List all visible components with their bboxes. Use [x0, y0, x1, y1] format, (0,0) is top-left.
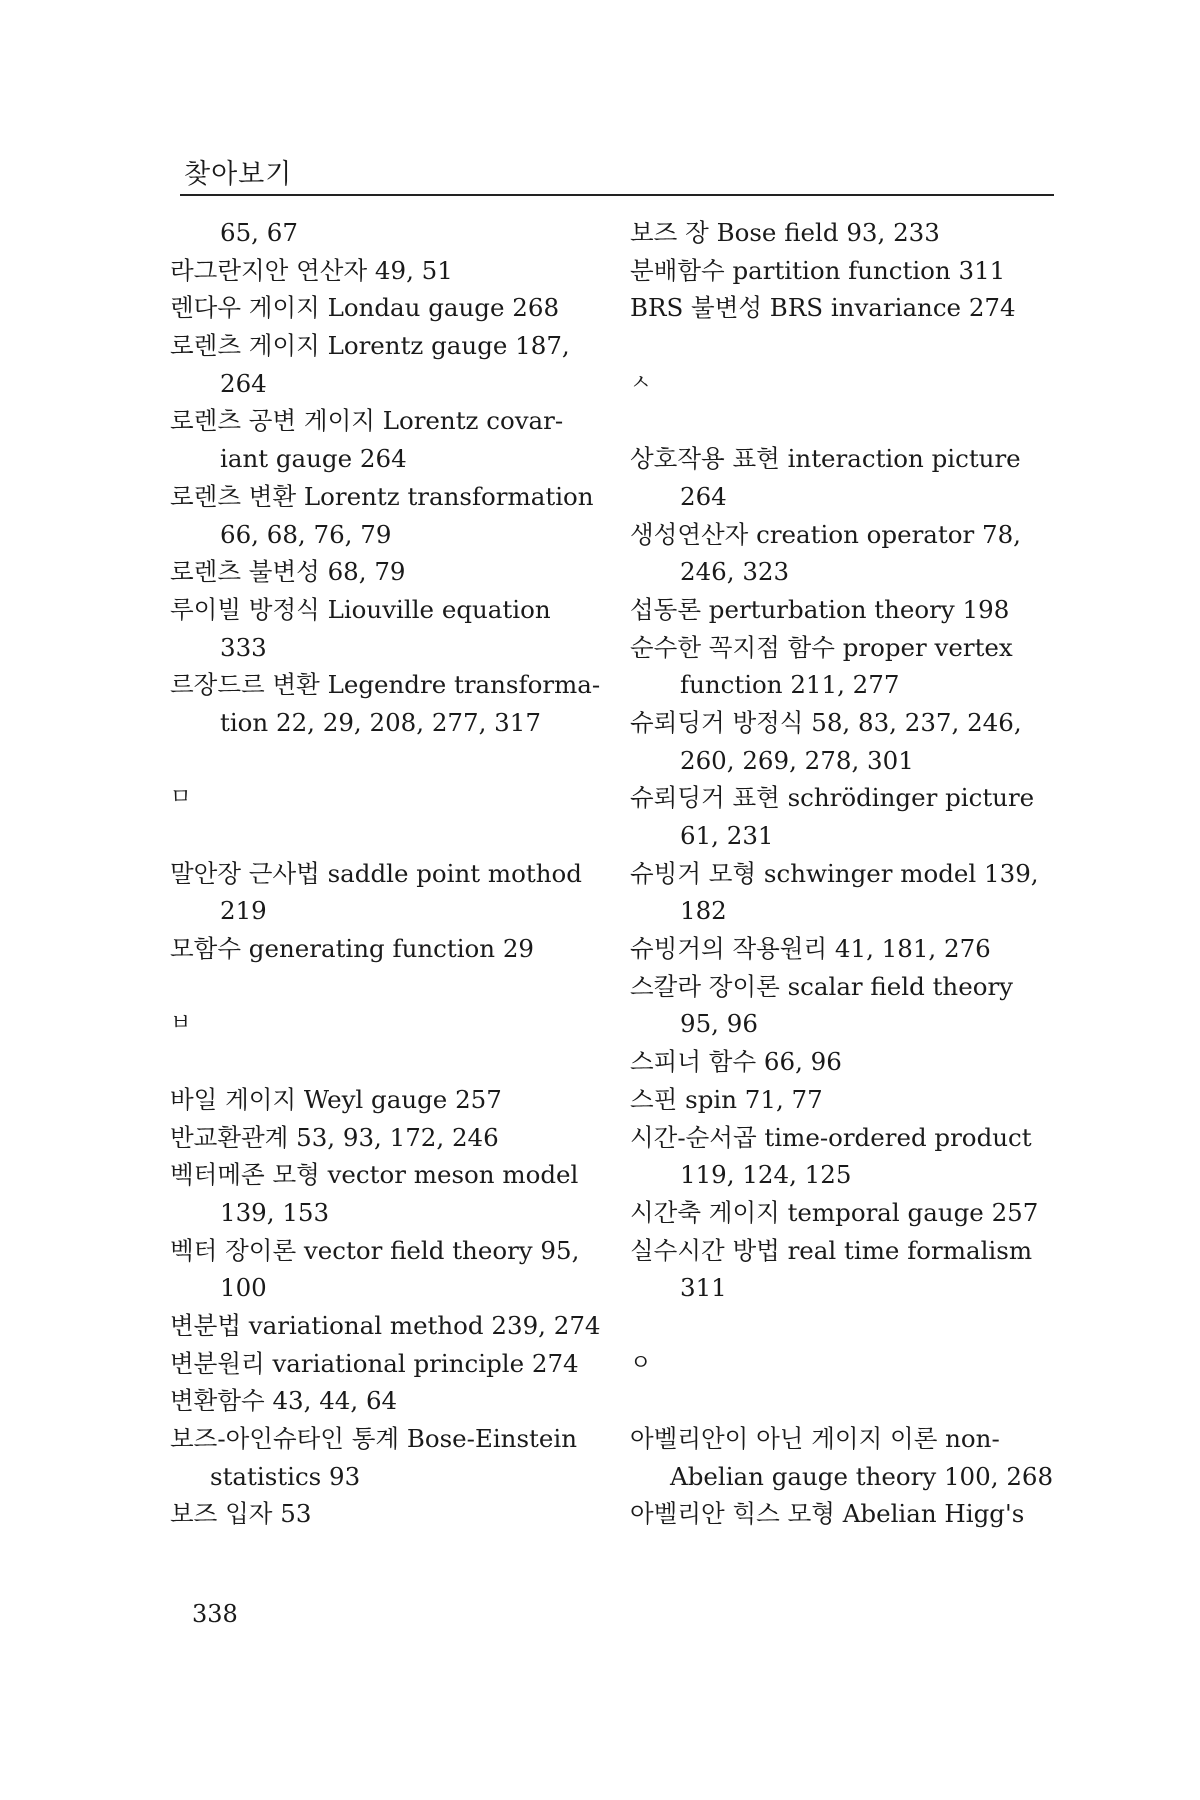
index-entry: 루이빌 방정식 Liouville equation	[170, 594, 551, 624]
index-entry-continuation: 333	[220, 632, 267, 662]
blank-line	[630, 1382, 1060, 1420]
index-entry-continuation: statistics 93	[210, 1461, 361, 1491]
section-letter: ㅇ	[630, 1350, 652, 1376]
index-entry-continuation: 65, 67	[220, 218, 298, 247]
index-entry: 보즈-아인슈타인 통계 Bose-Einstein	[170, 1424, 577, 1453]
index-entry: 섭동론 perturbation theory 198	[630, 594, 1010, 624]
index-entry-continuation: function 211, 277	[680, 670, 900, 700]
index-entry: 로렌츠 게이지 Lorentz gauge 187,	[170, 331, 570, 361]
blank-line	[630, 1307, 1060, 1345]
index-entry: 스핀 spin 71, 77	[630, 1084, 823, 1114]
index-entry: 순수한 꼭지점 함수 proper vertex	[630, 632, 1013, 662]
blank-line	[170, 1043, 605, 1081]
blank-line	[630, 402, 1060, 440]
index-entry-continuation: 260, 269, 278, 301	[680, 745, 914, 775]
index-entry: 보즈 입자 53	[170, 1499, 312, 1529]
page-number: 338	[192, 1600, 238, 1628]
index-entry-continuation: Abelian gauge theory 100, 268	[670, 1461, 1054, 1491]
index-entry: 스피너 함수 66, 96	[630, 1047, 842, 1077]
index-entry-continuation: iant gauge 264	[220, 444, 407, 474]
index-entry: 모함수 generating function 29	[170, 934, 535, 964]
index-entry: 실수시간 방법 real time formalism	[630, 1235, 1033, 1265]
index-entry-continuation: 100	[220, 1273, 267, 1303]
index-entry: 보즈 장 Bose field 93, 233	[630, 218, 940, 247]
index-entry: 바일 게이지 Weyl gauge 257	[170, 1084, 502, 1114]
index-entry-continuation: 246, 323	[680, 557, 790, 587]
index-entry-continuation: 119, 124, 125	[680, 1160, 852, 1190]
index-entry-continuation: 61, 231	[680, 821, 774, 850]
index-entry: 반교환관계 53, 93, 172, 246	[170, 1122, 499, 1152]
running-header: 찾아보기	[184, 159, 293, 190]
index-entry: 로렌츠 공변 게이지 Lorentz covar-	[170, 406, 564, 436]
index-entry: 상호작용 표현 interaction picture	[630, 444, 1021, 474]
index-entry: 말안장 근사법 saddle point mothod	[170, 858, 582, 888]
index-entry: 생성연산자 creation operator 78,	[630, 519, 1021, 549]
index-entry: 벡터 장이론 vector field theory 95,	[170, 1235, 580, 1265]
index-column-right	[630, 214, 1060, 1533]
index-entry: BRS 불변성 BRS invariance 274	[630, 293, 1016, 323]
index-entry: 벡터메존 모형 vector meson model	[170, 1160, 579, 1190]
section-letter: ㅁ	[170, 785, 192, 811]
section-letter: ㅂ	[170, 1011, 192, 1037]
index-entry: 라그란지안 연산자 49, 51	[170, 255, 453, 285]
index-entry: 시간-순서곱 time-ordered product	[630, 1122, 1032, 1152]
index-entry: 슈빙거 모형 schwinger model 139,	[630, 858, 1039, 888]
index-entry: 분배함수 partition function 311	[630, 255, 1006, 285]
blank-line	[170, 968, 605, 1006]
blank-line	[170, 817, 605, 855]
index-entry: 아벨리안이 아닌 게이지 이론 non-	[630, 1424, 1000, 1453]
index-entry: 변분원리 variational principle 274	[170, 1348, 579, 1378]
index-entry: 슈빙거의 작용원리 41, 181, 276	[630, 934, 991, 964]
index-entry-continuation: 264	[680, 481, 727, 511]
index-entry: 슈뢰딩거 방정식 58, 83, 237, 246,	[630, 707, 1022, 737]
index-column-left	[170, 214, 605, 1533]
index-entry: 르장드르 변환 Legendre transforma-	[170, 670, 601, 700]
index-entry-continuation: 95, 96	[680, 1009, 758, 1039]
blank-line	[170, 742, 605, 780]
index-entry: 로렌츠 불변성 68, 79	[170, 557, 406, 587]
index-entry-continuation: 66, 68, 76, 79	[220, 519, 392, 549]
header-rule	[180, 194, 1054, 196]
index-entry-continuation: 219	[220, 896, 267, 926]
index-entry: 변분법 variational method 239, 274	[170, 1310, 601, 1340]
index-entry: 시간축 게이지 temporal gauge 257	[630, 1197, 1039, 1227]
index-entry: 스칼라 장이론 scalar field theory	[630, 971, 1013, 1001]
index-entry: 슈뢰딩거 표현 schrödinger picture	[630, 783, 1035, 813]
index-entry: 렌다우 게이지 Londau gauge 268	[170, 293, 560, 323]
index-entry: 변환함수 43, 44, 64	[170, 1386, 398, 1416]
index-entry-continuation: 182	[680, 896, 727, 926]
index-entry-continuation: tion 22, 29, 208, 277, 317	[220, 707, 541, 737]
index-entry: 로렌츠 변환 Lorentz transformation	[170, 481, 594, 511]
index-entry-continuation: 264	[220, 368, 267, 398]
blank-line	[630, 327, 1060, 365]
section-letter: ㅅ	[630, 370, 652, 396]
index-entry-continuation: 311	[680, 1273, 727, 1303]
index-entry-continuation: 139, 153	[220, 1197, 330, 1227]
index-entry: 아벨리안 힉스 모형 Abelian Higg's	[630, 1499, 1025, 1529]
